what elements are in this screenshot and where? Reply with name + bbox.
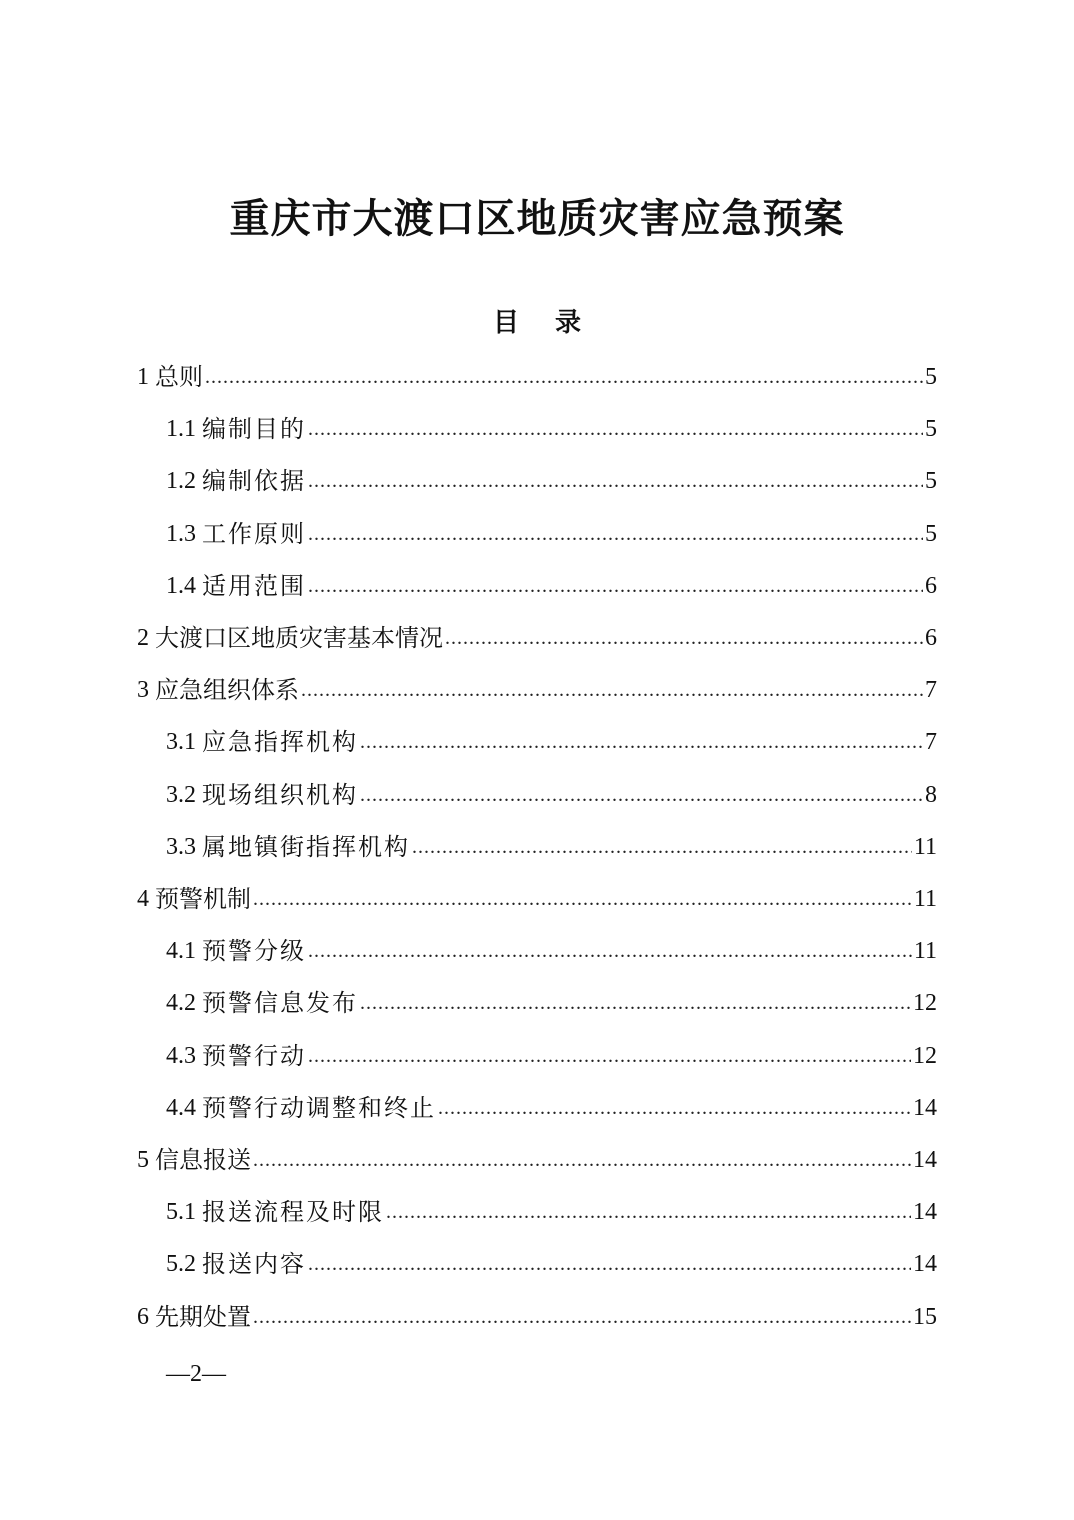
toc-entry[interactable]: [166, 773, 937, 817]
toc-entry[interactable]: [166, 825, 937, 869]
document-title: 重庆市大渡口区地质灾害应急预案: [229, 195, 845, 242]
toc-entry[interactable]: [166, 981, 937, 1025]
toc-entry-number: 3.1: [166, 729, 196, 756]
toc-dot-leader: [308, 407, 923, 451]
toc-entry[interactable]: [137, 616, 937, 660]
toc-entry[interactable]: [166, 459, 937, 503]
toc-entry[interactable]: [137, 668, 937, 712]
toc-dot-leader: [308, 459, 923, 503]
toc-dot-leader: [445, 616, 923, 660]
toc-entry-page: 5: [925, 468, 937, 495]
toc-entry-number: 5.1: [166, 1199, 196, 1226]
toc-entry-page: 14: [913, 1094, 937, 1121]
toc-entry-label: 属地镇街指挥机构: [202, 832, 410, 861]
toc-entry-number: 1.1: [166, 416, 196, 443]
toc-entry-page: 5: [925, 416, 937, 443]
toc-entry-number: 1: [137, 364, 149, 390]
toc-entry-page: 12: [913, 990, 937, 1017]
toc-entry-label: 报送流程及时限: [202, 1198, 384, 1227]
toc-entry-page: 5: [925, 520, 937, 547]
toc-entry-page: 14: [913, 1251, 937, 1278]
toc-entry-page: 14: [913, 1199, 937, 1226]
toc-entry-label: 大渡口区地质灾害基本情况: [155, 624, 443, 652]
toc-entry[interactable]: [166, 929, 937, 973]
toc-entry-label: 应急指挥机构: [202, 728, 358, 757]
toc-dot-leader: [308, 564, 923, 608]
toc-entry-page: 11: [913, 886, 937, 912]
toc-entry-label: 信息报送: [155, 1146, 251, 1174]
toc-entry-number: 4.1: [166, 938, 196, 965]
toc-entry-number: 4: [137, 886, 149, 912]
toc-entry[interactable]: [166, 564, 937, 608]
toc-dot-leader: [308, 1034, 911, 1078]
toc-entry-number: 2: [137, 625, 149, 651]
toc-dot-leader: [360, 981, 911, 1025]
toc-entry-page: 14: [913, 1147, 937, 1173]
toc-heading-char-2: 录: [555, 308, 582, 338]
toc-dot-leader: [301, 668, 923, 712]
toc-entry-number: 4.3: [166, 1042, 196, 1069]
toc-entry-number: 1.3: [166, 520, 196, 547]
toc-entry-page: 7: [925, 677, 937, 704]
toc-entry[interactable]: [137, 1295, 937, 1339]
toc-entry[interactable]: [137, 1138, 937, 1182]
toc-entry-label: 适用范围: [202, 571, 306, 600]
toc-entry-page: 6: [925, 572, 937, 599]
toc-entry[interactable]: [166, 1242, 937, 1286]
toc-entry-number: 4.2: [166, 990, 196, 1017]
toc-heading: [0, 303, 1074, 343]
toc-entry[interactable]: [166, 1086, 937, 1130]
toc-entry-page: 7: [925, 729, 937, 756]
toc-entry-label: 总则: [155, 363, 203, 391]
toc-entry[interactable]: [166, 512, 937, 556]
toc-entry[interactable]: [166, 1190, 937, 1234]
toc-entry-label: 预警行动调整和终止: [202, 1093, 436, 1122]
toc-heading-char-1: 目: [492, 308, 519, 338]
toc-dot-leader: [308, 512, 923, 556]
toc-entry-page: 11: [913, 833, 937, 860]
toc-entry[interactable]: [137, 355, 937, 399]
toc-entry-page: 6: [925, 625, 937, 651]
toc-entry[interactable]: [166, 407, 937, 451]
toc-dot-leader: [386, 1190, 911, 1234]
toc-dot-leader: [308, 1242, 911, 1286]
toc-entry-label: 编制目的: [202, 415, 306, 444]
toc-entry-label: 应急组织体系: [155, 676, 299, 705]
toc-entry-number: 4.4: [166, 1094, 196, 1121]
toc-entry-label: 现场组织机构: [202, 780, 358, 809]
toc-entry-label: 工作原则: [202, 519, 306, 548]
toc-entry[interactable]: [137, 877, 937, 921]
page-number: —2—: [166, 1361, 226, 1387]
toc-entry-page: 11: [913, 938, 937, 965]
toc-dot-leader: [360, 720, 923, 764]
toc-entry-number: 3: [137, 677, 149, 704]
toc-entry-label: 报送内容: [202, 1250, 306, 1279]
toc-dot-leader: [253, 1138, 911, 1182]
toc-entry[interactable]: [166, 1034, 937, 1078]
toc-dot-leader: [308, 929, 912, 973]
toc-entry-number: 6: [137, 1303, 149, 1330]
toc-entry-number: 1.4: [166, 572, 196, 599]
toc-entry-number: 5.2: [166, 1251, 196, 1278]
toc-entry-label: 先期处置: [155, 1302, 251, 1331]
toc-entry-number: 5: [137, 1147, 149, 1173]
toc-entry-page: 5: [925, 364, 937, 390]
toc-entry-page: 12: [913, 1042, 937, 1069]
toc-entry-label: 预警行动: [202, 1041, 306, 1070]
toc-entry-label: 预警信息发布: [202, 989, 358, 1018]
toc-entry-label: 预警机制: [155, 885, 251, 913]
toc-entry[interactable]: [166, 720, 937, 764]
toc-dot-leader: [253, 877, 912, 921]
toc-entry-number: 3.3: [166, 833, 196, 860]
toc-entry-page: 8: [925, 781, 937, 808]
toc-dot-leader: [253, 1295, 911, 1339]
toc-entry-page: 15: [913, 1303, 937, 1330]
toc-dot-leader: [412, 825, 912, 869]
toc-entry-number: 1.2: [166, 468, 196, 495]
toc-dot-leader: [360, 773, 923, 817]
toc-entry-label: 预警分级: [202, 937, 306, 966]
toc-dot-leader: [438, 1086, 911, 1130]
toc-entry-number: 3.2: [166, 781, 196, 808]
toc-dot-leader: [205, 355, 923, 399]
toc-entry-label: 编制依据: [202, 467, 306, 496]
